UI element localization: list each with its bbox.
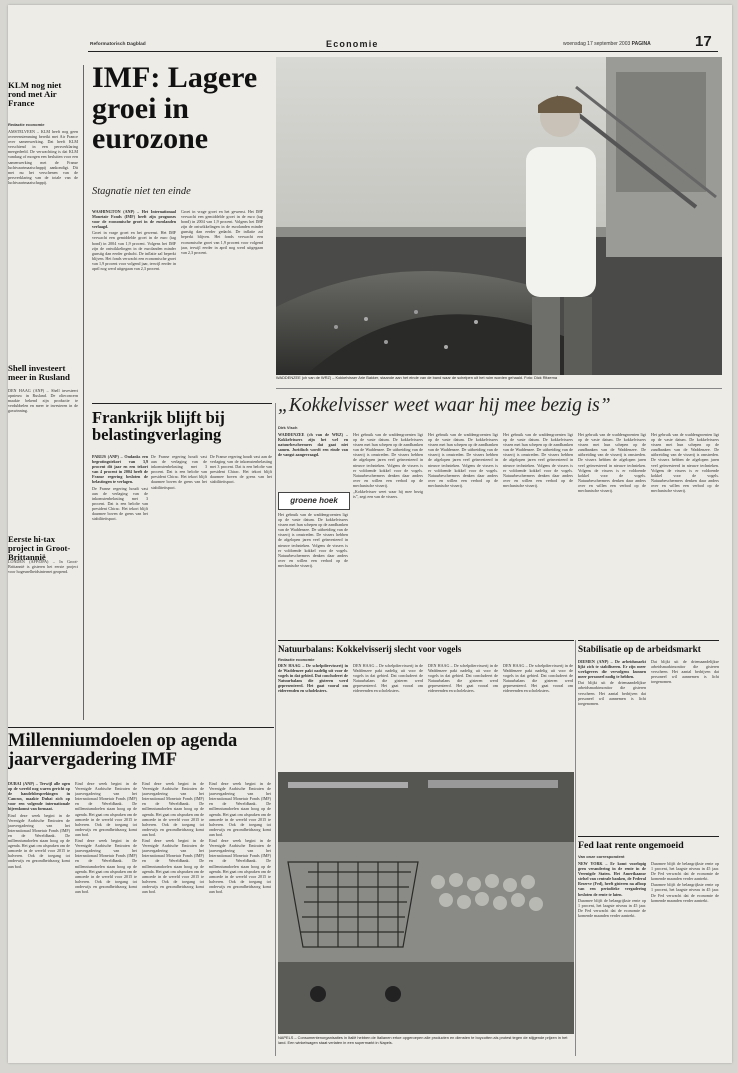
- kokkel-lead: WADDENZEE (ch van de WRZ) – Kokkelvissers zijn het wel en natuurbeschermers dat gaat niet samen. Juridisch wordt een einde van de vangst aangevraagd.: [278, 432, 348, 458]
- stabil-col1: DIEMEN (ANP) – De arbeidsmarkt lijkt zich te stabiliseren. Er zijn meer werkgevers die vervolgens kunnen meer personeel nodig te hebben. Dat blijkt uit de driemaandelijkse arbeidsmarktmonitor die gisteren verscheen. Het aantal bedrijven dat personeel wil aannemen is licht toegenomen.: [578, 659, 646, 706]
- mill-col2: Eind deze week begint in de Verenigde Arabische Emiraten de jaarvergadering van het Internationaal Monetair Fonds (IMF) en de Wereldbank. De millenniumdoelen staan hoog op de agenda. Het gaat om afspraken om de armoede in de wereld voor 2015 te halveren. Ook de toegang tot onderwijs en gezondheidszorg komt aan bod. Eind deze week begint in de Verenigde Arabische Emiraten de jaarvergadering van het Internationaal Monetair Fonds (IMF) en de Wereldbank. De millenniumdoelen staan hoog op de agenda. Het gaat om afspraken om de armoede in de wereld voor 2015 te halveren. Ook de toegang tot onderwijs en gezondheidszorg komt aan bod.: [75, 781, 137, 894]
- col-rule-3: [575, 640, 576, 1056]
- klm-byline: Redactie economie: [8, 122, 45, 127]
- photo-caption: WADDENZEE (ch van de WRZ) – Kokkelvisser Arie Bakker, staande aan het einde van de band waar de schelpen uit het ruim worden gehaald. Foto: Dick Ritzema: [276, 375, 557, 380]
- frankrijk-rule: [92, 403, 272, 404]
- mill-rule: [8, 727, 274, 728]
- mill-headline: Millenniumdoelen op agenda jaarvergadering IMF: [8, 731, 238, 770]
- imf-body-col2: Groei in vrage groei en het gewenst. Het IMF verwacht een gemiddelde groei in de euro (tag bond) in 2004 van 1,9 procent. Volgens het IMF zijn de ontwikkelingen in de eurolanden minder gunstig dan eerder gedacht. De inflatie zal beperkt blijven. Het fonds verwacht een economische groei van 1,9 procent voor volgend jaar, terwijl eerder in april nog werd uitgegaan van 2,3 procent.: [181, 209, 263, 255]
- column-rule: [83, 65, 84, 720]
- fed-byline: Van onze correspondent: [578, 854, 625, 859]
- mill-col3: Eind deze week begint in de Verenigde Arabische Emiraten de jaarvergadering van het Internationaal Monetair Fonds (IMF) en de Wereldbank. De millenniumdoelen staan hoog op de agenda. Het gaat om afspraken om de armoede in de wereld voor 2015 te halveren. Ook de toegang tot onderwijs en gezondheidszorg komt aan bod. Eind deze week begint in de Verenigde Arabische Emiraten de jaarvergadering van het Internationaal Monetair Fonds (IMF) en de Wereldbank. De millenniumdoelen staan hoog op de agenda. Het gaat om afspraken om de armoede in de wereld voor 2015 te halveren. Ook de toegang tot onderwijs en gezondheidszorg komt aan bod.: [142, 781, 204, 894]
- mill-col1: DUBAI (ANP) – Terwijl alle ogen op de wereld nog waren gericht op de handelsbesprekingen in Cancun, maakte Dubai zich op voor een volgende internationale bijeenkomst van formaat. Eind deze week begint in de Verenigde Arabische Emiraten de jaarvergadering van het Internationaal Monetair Fonds (IMF) en de Wereldbank. De millenniumdoelen staan hoog op de agenda. Het gaat om afspraken om de armoede in de wereld voor 2015 te halveren. Ook de toegang tot onderwijs en gezondheidszorg komt aan bod.: [8, 781, 70, 869]
- kokkel-col5: Het gebruik van de waddengroenten ligt op de vaste datum. De kokkelvissers vissen met hun schepen op de zandbanken van de Waddenzee. De uitbreiding van de visserij is omstreden. De vissers hebben de afgelopen jaren veel geïnvesteerd in nieuwe technieken. Volgens de vissers is er voldoende kokkel voor de vogels. Natuurbeschermers denken daar anders over en willen een verbod op de mechanische visserij.: [578, 432, 646, 494]
- fed-rule: [578, 836, 719, 837]
- shell-headline: Shell investeert meer in Rusland: [8, 363, 70, 382]
- kokkel-headline: „Kokkelvisser weet waar hij mee bezig is”: [278, 395, 611, 416]
- natuur-col2: DEN HAAG – De schelpdiervisserij in de Waddenzee pakt nadelig uit voor de vogels in dat gebied. Dat concludeert de Natuurbalans die gisteren werd gepresenteerd. Het gaat vooral om eidereenden en scholeksters.: [353, 663, 423, 694]
- imf-body-col1: WASHINGTON (ANP) – Het Internationaal Monetair Fonds (IMF) heeft zijn prognoses voor de economische groei in de eurolanden verlaagd. Groei in vrage groei en het gewenst. Het IMF verwacht een gemiddelde groei in de euro (tag bond) in 2004 van 1,9 procent. Volgens het IMF zijn de ontwikkelingen in de eurolanden minder gunstig dan eerder gedacht. De inflatie zal beperkt blijven. Het fonds verwacht een economische groei van 1,9 procent voor volgend jaar, terwijl eerder in april nog werd uitgegaan van 2,3 procent.: [92, 209, 176, 272]
- date: woensdag 17 september 2003: [563, 41, 631, 47]
- mill-col4: Eind deze week begint in de Verenigde Arabische Emiraten de jaarvergadering van het Internationaal Monetair Fonds (IMF) en de Wereldbank. De millenniumdoelen staan hoog op de agenda. Het gaat om afspraken om de armoede in de wereld voor 2015 te halveren. Ook de toegang tot onderwijs en gezondheidszorg komt aan bod. Eind deze week begint in de Verenigde Arabische Emiraten de jaarvergadering van het Internationaal Monetair Fonds (IMF) en de Wereldbank. De millenniumdoelen staan hoog op de agenda. Het gaat om afspraken om de armoede in de wereld voor 2015 te halveren. Ook de toegang tot onderwijs en gezondheidszorg komt aan bod.: [209, 781, 271, 894]
- groene-hoek-logo: groene hoek: [278, 492, 350, 510]
- page-number: 17: [695, 33, 712, 50]
- kokkel-col6: Het gebruik van de waddengroenten ligt op de vaste datum. De kokkelvissers vissen met hun schepen op de zandbanken van de Waddenzee. De uitbreiding van de visserij is omstreden. De vissers hebben de afgelopen jaren veel geïnvesteerd in nieuwe technieken. Volgens de vissers is er voldoende kokkel voor de vogels. Natuurbeschermers denken daar anders over en willen een verbod op de mechanische visserij.: [651, 432, 719, 494]
- kokkel-col3: Het gebruik van de waddengroenten ligt op de vaste datum. De kokkelvissers vissen met hun schepen op de zandbanken van de Waddenzee. De uitbreiding van de visserij is omstreden. De vissers hebben de afgelopen jaren veel geïnvesteerd in nieuwe technieken. Volgens de vissers is er voldoende kokkel voor de vogels. Natuurbeschermers denken daar anders over en willen een verbod op de mechanische visserij.: [428, 432, 498, 488]
- kokkel-col2: Het gebruik van de waddengroenten ligt op de vaste datum. De kokkelvissers vissen met hun schepen op de zandbanken van de Waddenzee. De uitbreiding van de visserij is omstreden. De vissers hebben de afgelopen jaren veel geïnvesteerd in nieuwe technieken. Volgens de vissers is er voldoende kokkel voor de vogels. Natuurbeschermers denken daar anders over en willen een verbod op de mechanische visserij. „Kokkelvisser weet waar hij mee bezig is”, zegt een van de vissers.: [353, 432, 423, 500]
- newspaper-page: [8, 5, 732, 1063]
- supermarket-caption: NAPELS – Consumentenorganisaties in Italië hebben de Italianen ertoe opgeroepen alle producten en diensten te boycotten als protest tegen de stijgende prijzen in het land. Een winkelwagen staat verlaten in een supermarkt in Napels.: [278, 1035, 568, 1045]
- stabil-rule: [578, 640, 719, 641]
- paper-name: Reformatorisch Dagblad: [90, 42, 146, 47]
- stabil-headline: Stabilisatie op de arbeidsmarkt: [578, 644, 701, 654]
- page-label: PAGINA: [631, 41, 651, 47]
- natuur-col4: DEN HAAG – De schelpdiervisserij in de Waddenzee pakt nadelig uit voor de vogels in dat gebied. Dat concludeert de Natuurbalans die gisteren werd gepresenteerd. Het gaat vooral om eidereenden en scholeksters.: [503, 663, 573, 694]
- frankrijk-col3: De Franse regering houdt vast aan de verlaging van de inkomstenbelasting met 3 procent. Dat is een belofte van president Chirac. Het tekort blijft daarmee boven de grens van het stabiliteitspact.: [210, 454, 272, 485]
- fed-col1: NEW YORK – Er komt voorlopig geen verandering in de rente in de Verenigde Staten. Het Amerikaanse stelsel van centrale banken, de Federal Reserve (Fed), heeft gisteren na afloop van een periodieke vergadering besloten de rente te laten. Daarmee blijft de belangrijkste rente op 1 procent, het laagste niveau in 45 jaar. De Fed verwacht dat de economie de komende maanden verder aantrekt.: [578, 861, 646, 918]
- klm-headline: KLM nog niet rond met Air France: [8, 80, 62, 108]
- section-title: Economie: [326, 39, 379, 49]
- masthead-rule: [88, 51, 718, 52]
- klm-body: AMSTELVEEN – KLM heeft nog geen overeenstemming bereikt met Air France over samenwerking. Dat heeft KLM verschiend in een persverklaring meegedeeld. De verwachting is dat KLM vandaag of morgen een besluiten voor een samenwerking met de Franse luchtvaartmaatschappij aankondigt. Dit met nu het verschenen van de persverklaring van de totale van de luchtvaartmaatschappij.: [8, 129, 78, 185]
- kokkel-col1: Het gebruik van de waddengroenten ligt op de vaste datum. De kokkelvissers vissen met hun schepen op de zandbanken van de Waddenzee. De uitbreiding van de visserij is omstreden. De vissers hebben de afgelopen jaren veel geïnvesteerd in nieuwe technieken. Volgens de vissers is er voldoende kokkel voor de vogels. Natuurbeschermers denken daar anders over en willen een verbod op de mechanische visserij.: [278, 512, 348, 568]
- frankrijk-col2: De Franse regering houdt vast aan de verlaging van de inkomstenbelasting met 3 procent. Dat is een belofte van president Chirac. Het tekort blijft daarmee boven de grens van het stabiliteitspact.: [151, 454, 207, 490]
- photo-rule: [276, 388, 722, 389]
- kokkel-col4: Het gebruik van de waddengroenten ligt op de vaste datum. De kokkelvissers vissen met hun schepen op de zandbanken van de Waddenzee. De uitbreiding van de visserij is omstreden. De vissers hebben de afgelopen jaren veel geïnvesteerd in nieuwe technieken. Volgens de vissers is er voldoende kokkel voor de vogels. Natuurbeschermers denken daar anders over en willen een verbod op de mechanische visserij.: [503, 432, 573, 488]
- natuur-col1: DEN HAAG – De schelpdiervisserij in de Waddenzee pakt nadelig uit voor de vogels in dat gebied. Dat concludeert de Natuurbalans die gisteren werd gepresenteerd. Het gaat vooral om eidereenden en scholeksters.: [278, 663, 348, 694]
- natuur-rule: [278, 640, 574, 641]
- fed-headline: Fed laat rente ongemoeid: [578, 840, 684, 851]
- frankrijk-col1: PARIJS (ANP) – Ondanks een begrotingstekort van 3,9 procent dit jaar en een tekort van 4 procent in 2004 heeft de Franse regering besloten de belastingen te verlagen. De Franse regering houdt vast aan de verlaging van de inkomstenbelasting met 3 procent. Dat is een belofte van president Chirac. Het tekort blijft daarmee boven de grens van het stabiliteitspact.: [92, 454, 148, 522]
- kokkel-byline: Dirk Visch: [278, 425, 298, 430]
- col-rule-2: [275, 403, 276, 1056]
- photo-kokkelvisser: [276, 57, 722, 375]
- shell-body: DEN HAAG (ANP) – Shell investeert opnieuw in Rusland. De olieconcern maakte bekend zijn productie te verdubbelen en meer te investeren in de gaswinning.: [8, 388, 78, 414]
- natuur-byline: Redactie economie: [278, 657, 315, 662]
- stabil-col2: Dat blijkt uit de driemaandelijkse arbeidsmarktmonitor die gisteren verscheen. Het aantal bedrijven dat personeel wil aannemen is licht toegenomen.: [651, 659, 719, 685]
- frankrijk-headline: Frankrijk blijft bij belastingverlaging: [92, 408, 225, 444]
- date-line: [563, 41, 651, 47]
- fed-col2: Daarmee blijft de belangrijkste rente op 1 procent, het laagste niveau in 45 jaar. De Fed verwacht dat de economie de komende maanden verder aantrekt. Daarmee blijft de belangrijkste rente op 1 procent, het laagste niveau in 45 jaar. De Fed verwacht dat de economie de komende maanden verder aantrekt.: [651, 861, 719, 903]
- hitax-headline: Eerste hi-tax project in Groot-Brittannië: [8, 534, 71, 562]
- imf-subhead: Stagnatie niet ten einde: [92, 186, 191, 197]
- imf-headline: IMF: Lagere groei in eurozone: [92, 61, 258, 156]
- photo-supermarket: [278, 772, 574, 1034]
- natuur-headline: Natuurbalans: Kokkelvisserij slecht voor vogels: [278, 644, 462, 654]
- natuur-col3: DEN HAAG – De schelpdiervisserij in de Waddenzee pakt nadelig uit voor de vogels in dat gebied. Dat concludeert de Natuurbalans die gisteren werd gepresenteerd. Het gaat vooral om eidereenden en scholeksters.: [428, 663, 498, 694]
- hitax-body: LONDEN (AFP/DPA) – In Groot-Brittannië is gisteren het eerste project voor hogesnelheidsinternet geopend.: [8, 559, 78, 575]
